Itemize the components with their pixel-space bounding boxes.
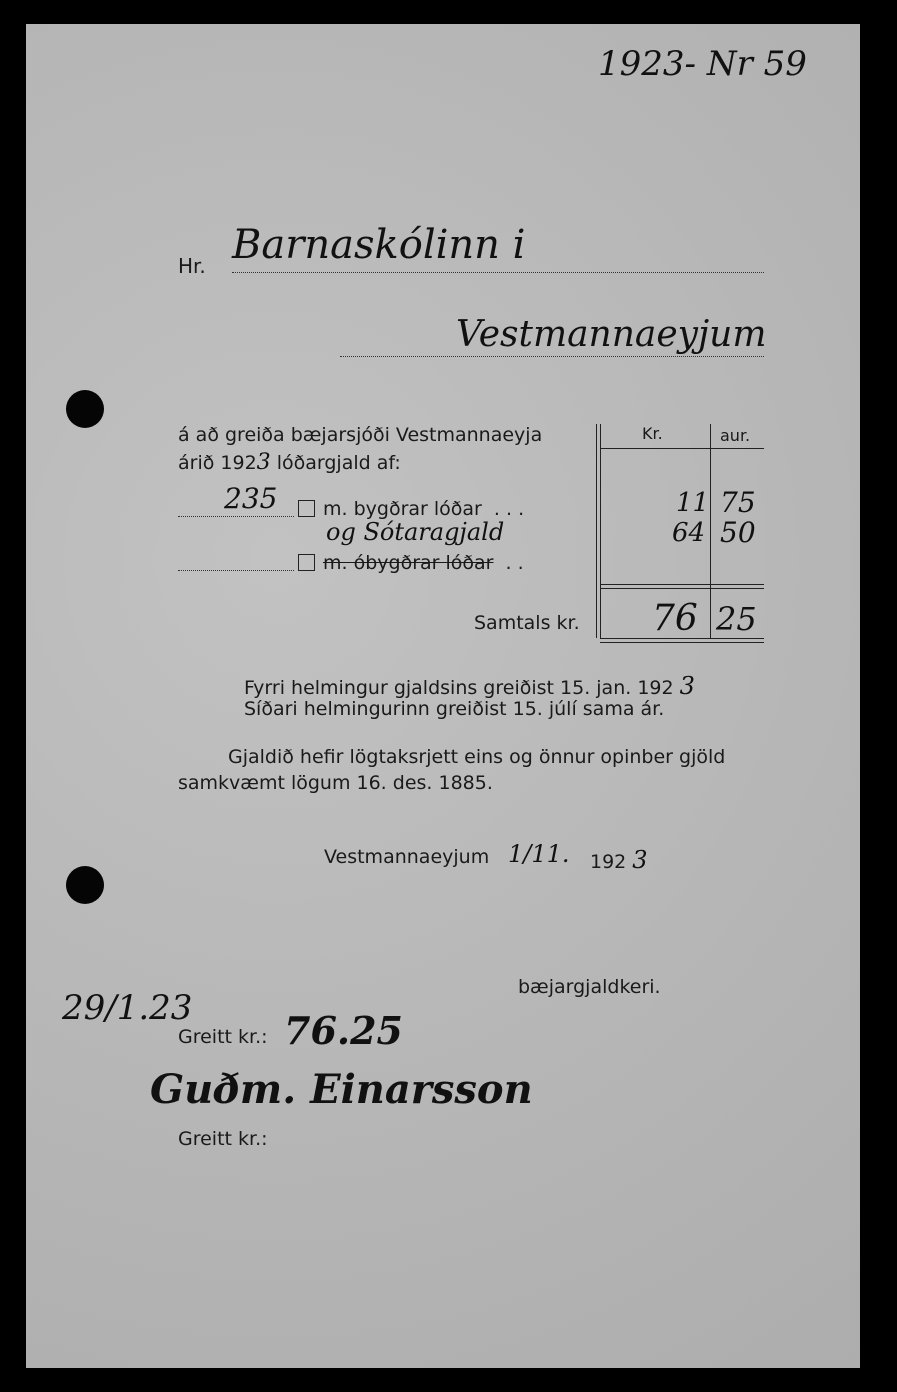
table-bottom-rule-2 [600,642,764,643]
row1-label: m. bygðrar lóðar [323,498,482,520]
payment-first-text: Fyrri helmingur gjaldsins greiðist 15. jan. 192 [244,677,674,699]
place: Vestmannaeyjum [324,846,490,868]
legal-line-2: samkvæmt lögum 16. des. 1885. [178,772,493,794]
row1-aur: 75 [720,486,756,519]
recipient-location: Vestmannaeyjum [456,314,767,355]
reference-number: 1923- Nr 59 [598,44,807,84]
row1-label-wrap [298,498,524,520]
row1-qty: 235 [224,482,278,515]
row1-kr: 11 [676,488,710,518]
date-year-digit: 3 [632,846,648,874]
date: 1/11. [508,840,570,868]
table-left-rule-2 [600,424,601,638]
recipient-line-1 [232,272,764,273]
payment-first [244,672,695,700]
table-sum-rule-2 [600,588,764,589]
payment-second: Síðari helmingurinn greiðist 15. júlí sama ár. [244,698,665,720]
paid2-label: Greitt kr.: [178,1128,268,1150]
legal-line-1: Gjaldið hefir lögtaksrjett eins og önnur opinber gjöld [228,746,726,768]
total-label: Samtals kr. [474,612,580,634]
row2-handwritten-label: og Sótaragjald [326,518,505,546]
date-year-prefix: 192 [590,851,627,873]
receipt-date-note: 29/1.23 [62,988,193,1028]
intro-year-suffix: lóðargjald af: [270,452,401,474]
row2-qty-line [178,570,294,571]
row2-checkbox [298,554,315,571]
row2-label: m. óbygðrar lóðar [323,552,494,574]
payment-first-year: 3 [679,672,695,700]
treasurer-label: bæjargjaldkeri. [518,976,661,998]
paid1-label: Greitt kr.: [178,1026,268,1048]
intro-year-prefix: árið 192 [178,452,257,474]
row2-kr: 64 [672,518,706,548]
punch-hole-bottom [66,866,104,904]
table-mid-rule [710,424,711,638]
recipient-line-2 [340,356,764,357]
table-sum-rule-1 [600,584,764,585]
intro-line-1: á að greiða bæjarsjóði Vestmannaeyja [178,424,543,446]
table-left-rule-1 [596,424,597,638]
row2-label-wrap [298,552,524,574]
row1-checkbox [298,500,315,517]
table-header-rule [600,448,764,449]
intro-year-digit: 3 [256,450,271,475]
row2-aur: 50 [720,516,756,549]
punch-hole-top [66,390,104,428]
intro-line-2 [178,450,401,475]
signature: Guðm. Einarsson [150,1066,533,1113]
row1-dots: . . . [493,498,525,520]
total-aur: 25 [716,600,757,638]
date-year [590,846,648,874]
header-aur: aur. [720,426,751,445]
row2-dots: . . [505,552,524,574]
paid1-amount: 76.25 [284,1008,403,1053]
total-kr: 76 [652,598,698,639]
recipient-name: Barnaskólinn i [232,222,526,268]
header-kr: Kr. [642,424,663,443]
row1-qty-line [178,516,294,517]
recipient-prefix: Hr. [178,254,206,278]
